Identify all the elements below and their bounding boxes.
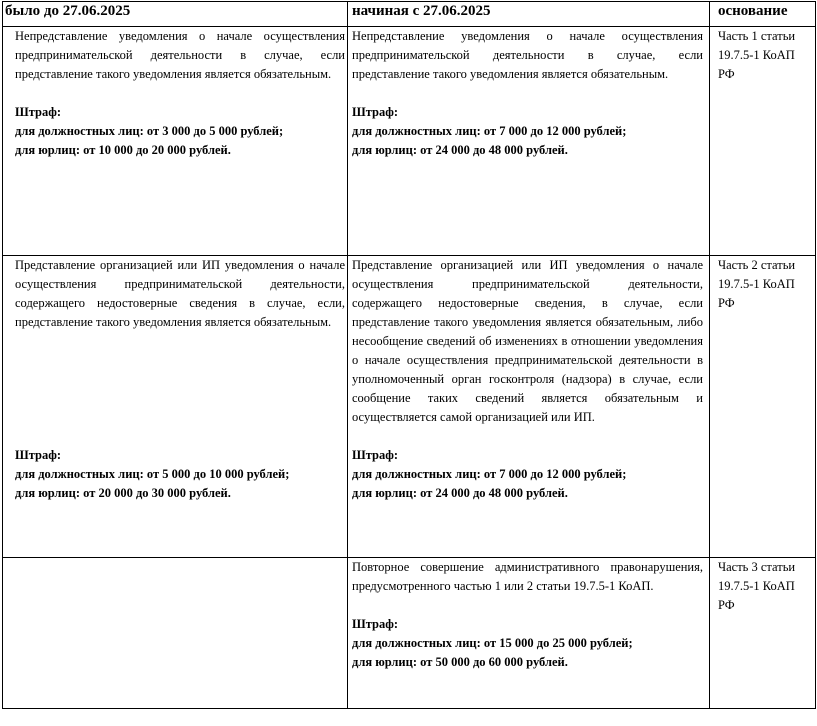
fine-legal-entities: для юрлиц: от 10 000 до 20 000 рублей.	[15, 143, 231, 157]
before-description: Представление организацией или ИП уведомления о начале осуществления предпринимательской деятельности, содержащего недостоверные сведения в случае, если, представление такого уведомления является обязательным.	[15, 258, 345, 329]
after-description: Представление организацией или ИП уведомления о начале осуществления предпринимательской деятельности, содержащего недостоверные сведения, в случае, если представление такого уведомления является обязательным, либо несообщение сведений об изменениях в отношении уведомления о начале осуществления предпринимательской деятельности в уполномоченный орган госконтроля (надзора) в случае, если сообщение таких сведений является обязательным и осуществляется самой организацией или ИП.	[352, 258, 703, 424]
before-cell-empty	[3, 558, 348, 709]
fine-officials: для должностных лиц: от 7 000 до 12 000 рублей;	[352, 124, 627, 138]
basis-cell: Часть 1 статьи 19.7.5-1 КоАП РФ	[710, 27, 816, 256]
after-cell	[348, 256, 710, 558]
fine-title: Штраф:	[352, 105, 399, 119]
after-description: Непредставление уведомления о начале осуществления предпринимательской деятельности в случае, если представление такого уведомления является обязательным.	[352, 29, 703, 81]
table-row	[3, 558, 816, 709]
fine-title: Штраф:	[352, 617, 399, 631]
fine-legal-entities: для юрлиц: от 24 000 до 48 000 рублей.	[352, 486, 568, 500]
header-basis: основание	[710, 2, 816, 27]
fine-officials: для должностных лиц: от 7 000 до 12 000 рублей;	[352, 467, 627, 481]
header-after: начиная с 27.06.2025	[348, 2, 710, 27]
fine-officials: для должностных лиц: от 5 000 до 10 000 рублей;	[15, 467, 290, 481]
basis-cell: Часть 3 статьи 19.7.5-1 КоАП РФ	[710, 558, 816, 709]
header-before: было до 27.06.2025	[3, 2, 348, 27]
fine-officials: для должностных лиц: от 3 000 до 5 000 рублей;	[15, 124, 284, 138]
fine-title: Штраф:	[352, 448, 399, 462]
fine-title: Штраф:	[15, 448, 62, 462]
penalties-comparison-table	[2, 1, 816, 709]
basis-cell: Часть 2 статьи 19.7.5-1 КоАП РФ	[710, 256, 816, 558]
before-cell	[3, 27, 348, 256]
table-header-row	[3, 2, 816, 27]
before-description: Непредставление уведомления о начале осуществления предпринимательской деятельности в случае, если представление такого уведомления является обязательным.	[15, 29, 345, 81]
after-cell	[348, 558, 710, 709]
table-row	[3, 27, 816, 256]
before-cell	[3, 256, 348, 558]
fine-officials: для должностных лиц: от 15 000 до 25 000 рублей;	[352, 636, 633, 650]
fine-legal-entities: для юрлиц: от 20 000 до 30 000 рублей.	[15, 486, 231, 500]
fine-legal-entities: для юрлиц: от 24 000 до 48 000 рублей.	[352, 143, 568, 157]
fine-title: Штраф:	[15, 105, 62, 119]
fine-legal-entities: для юрлиц: от 50 000 до 60 000 рублей.	[352, 655, 568, 669]
table-row	[3, 256, 816, 558]
after-description: Повторное совершение административного правонарушения, предусмотренного частью 1 или 2 статьи 19.7.5-1 КоАП.	[352, 560, 703, 593]
after-cell	[348, 27, 710, 256]
